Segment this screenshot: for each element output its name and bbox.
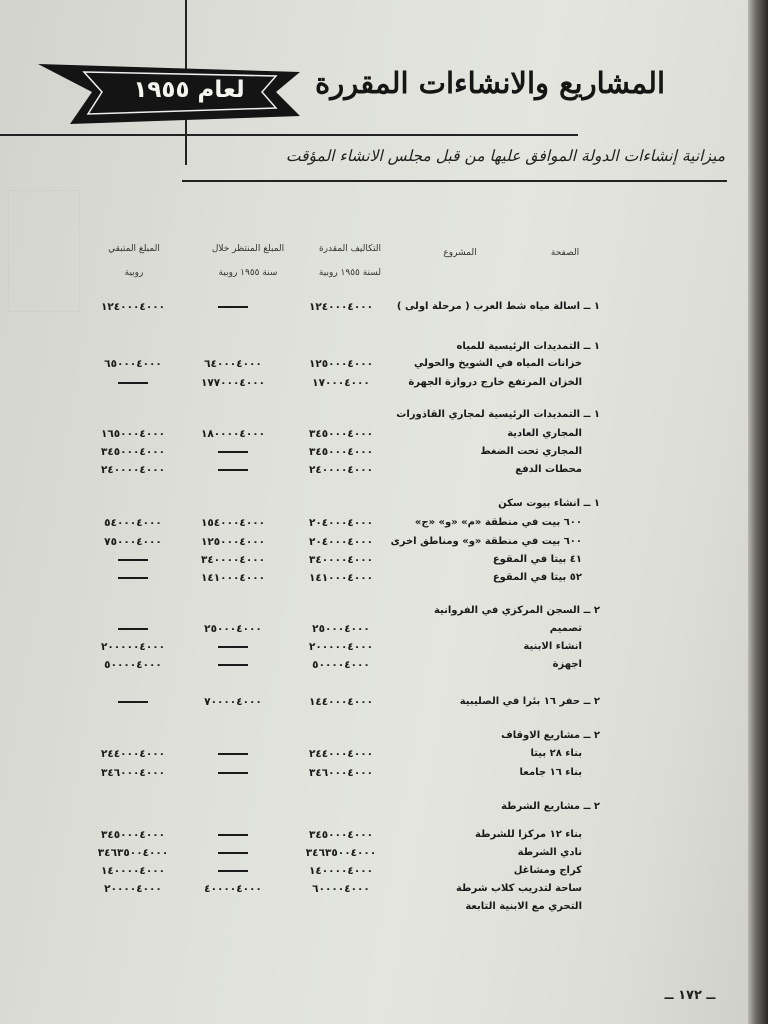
- subtitle-rule: [182, 180, 727, 182]
- row-expected-amount: [188, 727, 278, 745]
- row-estimated-cost: ٢٤٤٠٠٠٤٠٠٠: [308, 748, 374, 760]
- row-estimated-cost: ٦٠٠٠٠٤٠٠٠: [312, 883, 370, 895]
- row-estimated-cost: ٢٠٤٠٠٠٤٠٠٠: [308, 517, 374, 529]
- bleed-through-text: [8, 190, 80, 312]
- col-header-expected-amount-sub: سنة ١٩٥٥ روبية: [218, 268, 278, 278]
- row-remaining-amount: ٧٥٠٠٠٤٠٠٠: [104, 536, 162, 548]
- page-subtitle: ميزانية إنشاءات الدولة الموافق عليها من قبل مجلس الانشاء المؤقت: [285, 147, 725, 165]
- row-expected-amount: ١٥٤٠٠٠٤٠٠٠: [200, 517, 266, 529]
- row-label: كراج ومشاغل: [513, 865, 582, 876]
- row-expected-amount: ١٧٧٠٠٠٤٠٠٠: [200, 377, 266, 389]
- empty-dash: [218, 646, 248, 648]
- row-expected-amount: [188, 745, 278, 763]
- row-label: نادي الشرطة: [517, 847, 582, 858]
- row-label: بناء ١٢ مركزا للشرطة: [475, 829, 582, 840]
- banner-year: لعام ١٩٥٥: [133, 77, 245, 103]
- row-remaining-amount: ٢٠٠٠٠٠٤٠٠٠: [100, 641, 166, 653]
- row-remaining-amount: ٦٥٠٠٠٤٠٠٠: [104, 358, 162, 370]
- row-estimated-cost: ٢٤٠٠٠٠٤٠٠٠: [308, 464, 374, 476]
- row-remaining-amount: ٢٤٤٠٠٠٤٠٠٠: [100, 748, 166, 760]
- row-estimated-cost: ١٤٤٠٠٠٤٠٠٠: [308, 696, 374, 708]
- row-remaining-amount: [88, 602, 178, 620]
- empty-dash: [218, 834, 248, 836]
- row-expected-amount: [188, 826, 278, 844]
- row-expected-amount: [188, 898, 278, 916]
- row-expected-amount: [188, 406, 278, 424]
- empty-dash: [218, 306, 248, 308]
- empty-dash: [118, 559, 148, 561]
- row-expected-amount: [188, 602, 278, 620]
- row-estimated-cost: ١٢٤٠٠٠٤٠٠٠: [308, 301, 374, 313]
- row-label: خزانات المياه في الشويخ والحولي: [414, 358, 582, 369]
- col-header-remaining-sub: روبية: [124, 268, 144, 278]
- row-expected-amount: [188, 338, 278, 356]
- empty-dash: [218, 469, 248, 471]
- row-label: ١ ــ التمديدات الرئيسية لمجاري القاذورات: [396, 409, 600, 420]
- row-remaining-amount: [88, 338, 178, 356]
- row-remaining-amount: ١٤٠٠٠٠٤٠٠٠: [100, 865, 166, 877]
- page-title: المشاريع والانشاءات المقررة: [315, 66, 665, 100]
- row-label: ١ ــ التمديدات الرئيسية للمياه: [456, 341, 600, 352]
- row-expected-amount: [188, 656, 278, 674]
- row-remaining-amount: ١٢٤٠٠٠٤٠٠٠: [100, 301, 166, 313]
- empty-dash: [218, 772, 248, 774]
- row-label: ٢ ــ مشاريع الشرطة: [501, 801, 600, 812]
- row-estimated-cost: ٢٥٠٠٠٤٠٠٠: [312, 623, 370, 635]
- row-expected-amount: [188, 844, 278, 862]
- col-header-remaining: المبلغ المتبقي: [108, 244, 160, 254]
- row-label: ١ ــ اسالة مياه شط العرب ( مرحلة اولى ): [396, 301, 600, 312]
- col-header-project: المشروع: [443, 248, 477, 258]
- row-remaining-amount: ١٦٥٠٠٠٤٠٠٠: [100, 428, 166, 440]
- row-remaining-amount: ٣٤٥٠٠٠٤٠٠٠: [100, 829, 166, 841]
- row-remaining-amount: ٥٤٠٠٠٤٠٠٠: [104, 517, 162, 529]
- row-estimated-cost: [296, 495, 386, 513]
- empty-dash: [218, 852, 248, 854]
- row-estimated-cost: ١٤٠٠٠٠٤٠٠٠: [308, 865, 374, 877]
- row-estimated-cost: [296, 338, 386, 356]
- col-header-page: الصفحة: [550, 248, 580, 258]
- col-header-estimated-cost: التكاليف المقدرة: [318, 244, 382, 254]
- empty-dash: [218, 870, 248, 872]
- row-expected-amount: [188, 764, 278, 782]
- row-remaining-amount: [88, 569, 178, 587]
- row-label: ٦٠٠ بيت في منطقة «م» «و» «ج»: [414, 517, 582, 528]
- row-label: اجهزة: [552, 659, 582, 670]
- row-expected-amount: [188, 443, 278, 461]
- row-remaining-amount: ٢٠٠٠٠٤٠٠٠: [104, 883, 162, 895]
- row-remaining-amount: [88, 727, 178, 745]
- row-estimated-cost: ١٧٠٠٠٤٠٠٠: [312, 377, 370, 389]
- row-remaining-amount: ٣٤٥٠٠٠٤٠٠٠: [100, 446, 166, 458]
- row-label: ٦٠٠ بيت في منطقة «و» ومناطق اخرى: [390, 536, 582, 547]
- row-expected-amount: ٤٠٠٠٠٤٠٠٠: [204, 883, 262, 895]
- row-label: محطات الدفع: [515, 464, 582, 475]
- row-estimated-cost: ١٢٥٠٠٠٤٠٠٠: [308, 358, 374, 370]
- row-estimated-cost: [296, 727, 386, 745]
- row-label: ٥٢ بيتا في المقوع: [492, 572, 582, 583]
- empty-dash: [218, 451, 248, 453]
- row-label: التحري مع الابنية التابعة: [465, 901, 582, 912]
- row-expected-amount: ١٤١٠٠٠٤٠٠٠: [200, 572, 266, 584]
- empty-dash: [118, 628, 148, 630]
- row-estimated-cost: ٢٠٤٠٠٠٤٠٠٠: [308, 536, 374, 548]
- row-expected-amount: ٢٥٠٠٠٤٠٠٠: [204, 623, 262, 635]
- row-label: ساحة لتدريب كلاب شرطة: [455, 883, 582, 894]
- row-estimated-cost: [296, 898, 386, 916]
- empty-dash: [218, 753, 248, 755]
- row-expected-amount: ١٢٥٠٠٠٤٠٠٠: [200, 536, 266, 548]
- empty-dash: [218, 664, 248, 666]
- row-label: ٢ ــ مشاريع الاوقاف: [501, 730, 600, 741]
- row-remaining-amount: ٥٠٠٠٠٤٠٠٠: [104, 659, 162, 671]
- row-label: تصميم: [549, 623, 582, 634]
- row-expected-amount: [188, 461, 278, 479]
- row-remaining-amount: [88, 693, 178, 711]
- row-label: بناء ١٦ جامعا: [519, 767, 582, 778]
- row-estimated-cost: [296, 798, 386, 816]
- row-expected-amount: ٦٤٠٠٠٤٠٠٠: [204, 358, 262, 370]
- row-remaining-amount: [88, 374, 178, 392]
- row-remaining-amount: ٢٤٠٠٠٠٤٠٠٠: [100, 464, 166, 476]
- row-expected-amount: [188, 862, 278, 880]
- row-remaining-amount: [88, 551, 178, 569]
- row-estimated-cost: [296, 406, 386, 424]
- row-label: ٢ ــ السجن المركزي في الفروانية: [433, 605, 600, 616]
- row-label: ١ ــ انشاء بيوت سكن: [498, 498, 600, 509]
- empty-dash: [118, 577, 148, 579]
- row-label: المجاري تحت الضغط: [480, 446, 582, 457]
- row-label: انشاء الابنية: [523, 641, 582, 652]
- empty-dash: [118, 701, 148, 703]
- page-number: ــ ١٧٢ ــ: [664, 988, 716, 1003]
- year-banner: [38, 58, 300, 126]
- row-expected-amount: [188, 798, 278, 816]
- row-estimated-cost: ١٤١٠٠٠٤٠٠٠: [308, 572, 374, 584]
- row-remaining-amount: [88, 495, 178, 513]
- row-estimated-cost: [296, 602, 386, 620]
- row-label: بناء ٢٨ بيتا: [530, 748, 582, 759]
- row-label: المجاري العادية: [507, 428, 582, 439]
- row-remaining-amount: [88, 798, 178, 816]
- row-expected-amount: [188, 298, 278, 316]
- row-remaining-amount: ٣٤٦٠٠٠٤٠٠٠: [100, 767, 166, 779]
- row-estimated-cost: ٣٤٥٠٠٠٤٠٠٠: [308, 446, 374, 458]
- row-estimated-cost: ٣٤٥٠٠٠٤٠٠٠: [308, 428, 374, 440]
- row-remaining-amount: [88, 406, 178, 424]
- row-label: ٤١ بيتا في المقوع: [492, 554, 582, 565]
- row-remaining-amount: [88, 620, 178, 638]
- row-estimated-cost: ٣٤٦٠٠٠٤٠٠٠: [308, 767, 374, 779]
- row-expected-amount: [188, 495, 278, 513]
- row-remaining-amount: [88, 898, 178, 916]
- row-expected-amount: [188, 638, 278, 656]
- col-header-estimated-cost-sub: لسنة ١٩٥٥ روبية: [318, 268, 382, 278]
- col-header-expected-amount: المبلغ المنتظر خلال: [211, 244, 285, 254]
- row-estimated-cost: ٣٤٦٣٥٠٠٤٠٠٠: [305, 847, 377, 859]
- row-estimated-cost: ٢٠٠٠٠٠٤٠٠٠: [308, 641, 374, 653]
- row-label: الخزان المرتفع خارج دروازة الجهرة: [408, 377, 582, 388]
- row-expected-amount: ١٨٠٠٠٠٤٠٠٠: [200, 428, 266, 440]
- row-estimated-cost: ٥٠٠٠٠٤٠٠٠: [312, 659, 370, 671]
- row-label: ٢ ــ حفر ١٦ بئرا في الصليبية: [459, 696, 600, 707]
- row-expected-amount: ٣٤٠٠٠٠٤٠٠٠: [200, 554, 266, 566]
- header-rule: [0, 134, 578, 136]
- row-expected-amount: ٧٠٠٠٠٤٠٠٠: [204, 696, 262, 708]
- row-remaining-amount: ٣٤٦٣٥٠٠٤٠٠٠: [97, 847, 169, 859]
- row-estimated-cost: ٣٤٠٠٠٠٤٠٠٠: [308, 554, 374, 566]
- row-estimated-cost: ٣٤٥٠٠٠٤٠٠٠: [308, 829, 374, 841]
- page-edge: [748, 0, 768, 1024]
- empty-dash: [118, 382, 148, 384]
